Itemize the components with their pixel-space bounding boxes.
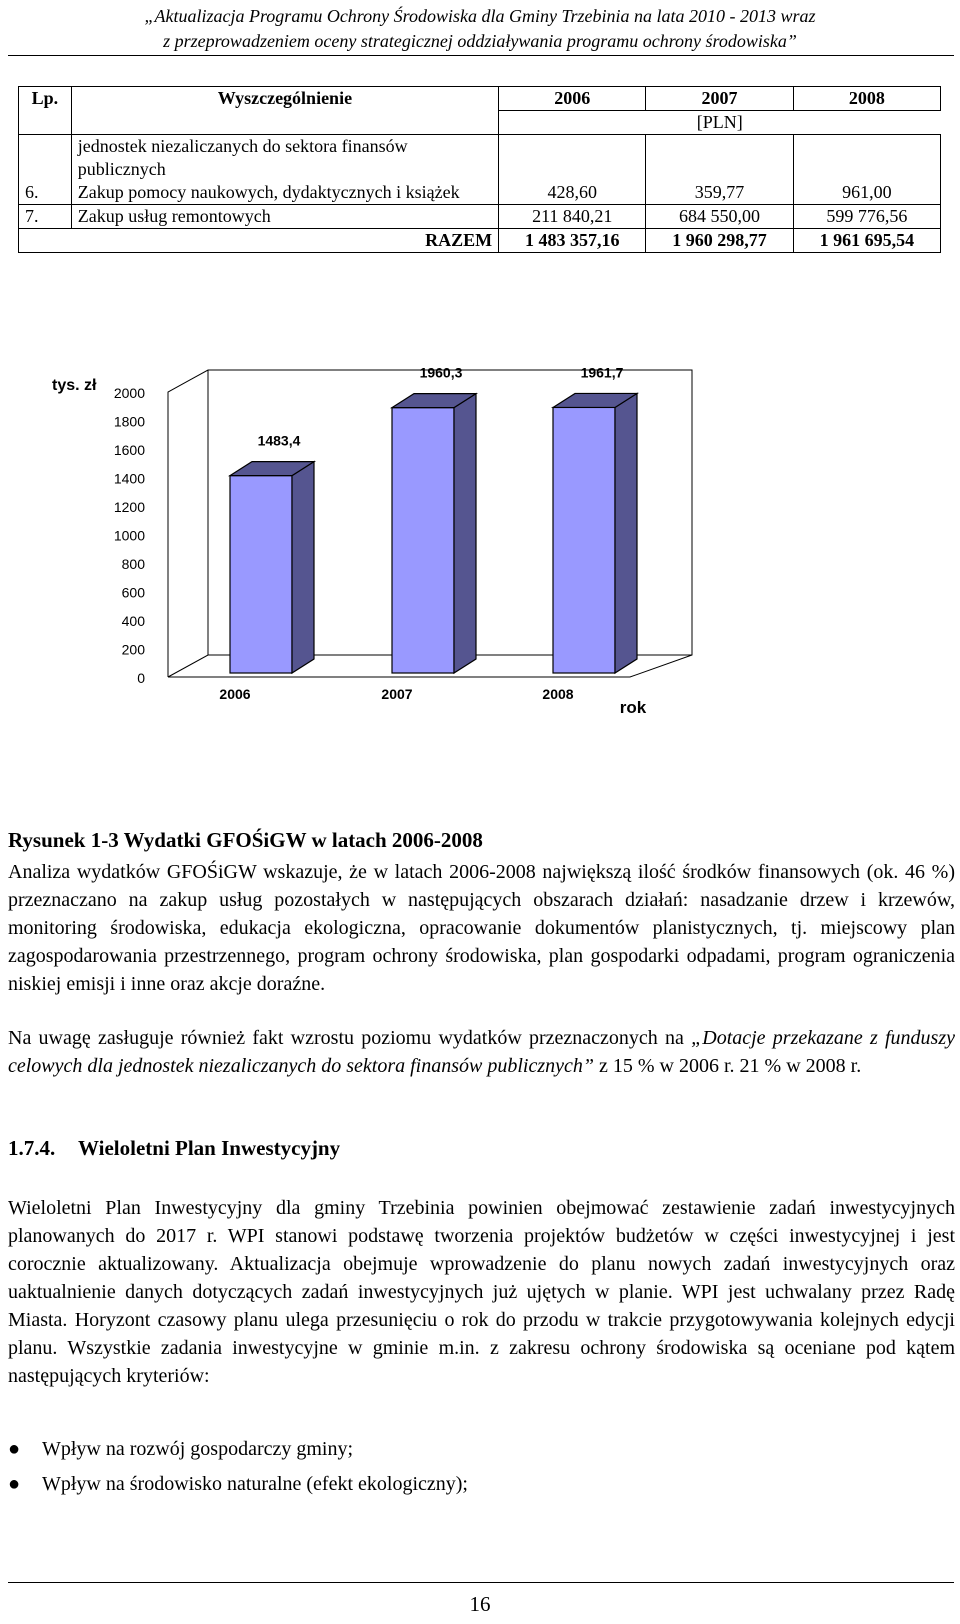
list-item-text: Wpływ na środowisko naturalne (efekt ekologiczny); xyxy=(42,1473,468,1495)
y-axis-label: tys. zł xyxy=(52,377,97,394)
section-title: Wieloletni Plan Inwestycyjny xyxy=(78,1136,341,1160)
bullet-icon: ● xyxy=(8,1438,21,1460)
y-tick-label: 600 xyxy=(121,584,145,601)
document-header xyxy=(0,4,960,54)
row-description: Zakup pomocy naukowych, dydaktycznych i książek xyxy=(71,181,498,205)
header-divider xyxy=(8,55,954,56)
table-row xyxy=(19,181,941,205)
row-lp: 7. xyxy=(19,205,72,229)
bar-value-label: 1483,4 xyxy=(257,432,301,449)
y-tick-label: 1400 xyxy=(113,470,145,487)
y-tick-label: 1000 xyxy=(113,527,145,544)
row-value-2008: 961,00 xyxy=(793,181,940,205)
list-item xyxy=(8,1432,468,1467)
grants-quoted-title: „Dotacje przekazane z funduszy celowych dla jednostek niezaliczanych do sektora finansów publicznych” xyxy=(8,1027,956,1077)
continued-description: jednostek niezaliczanych do sektora finansów publicznych xyxy=(71,135,498,182)
x-tick-label: 2007 xyxy=(381,686,413,702)
row-value-2006: 211 840,21 xyxy=(499,205,646,229)
header-2007: 2007 xyxy=(646,87,793,111)
table-row xyxy=(19,205,941,229)
grants-paragraph xyxy=(8,1024,955,1080)
row-value-2007: 684 550,00 xyxy=(646,205,793,229)
criteria-list xyxy=(8,1432,468,1502)
figure-caption: Rysunek 1-3 Wydatki GFOŚiGW w latach 2006-2008 xyxy=(8,828,483,852)
section-heading xyxy=(8,1136,340,1161)
grants-text-start: Na uwagę zasługuje również fakt wzrostu poziomu wydatków przeznaczonych na xyxy=(8,1027,692,1049)
x-tick-label: 2006 xyxy=(219,686,251,702)
list-item-text: Wpływ na rozwój gospodarczy gminy; xyxy=(42,1438,354,1460)
header-2006: 2006 xyxy=(499,87,646,111)
y-tick-label: 1600 xyxy=(113,442,145,458)
row-description: Zakup usług remontowych xyxy=(71,205,498,229)
row-lp: 6. xyxy=(19,181,72,205)
header-lp: Lp. xyxy=(19,87,72,111)
expenses-bar-chart xyxy=(0,350,720,750)
row-value-2007: 359,77 xyxy=(646,181,793,205)
y-tick-label: 200 xyxy=(121,641,145,658)
table-row-continuation xyxy=(19,135,941,182)
y-tick-label: 1800 xyxy=(113,413,145,430)
bullet-icon: ● xyxy=(8,1473,21,1495)
bar-front xyxy=(553,407,615,673)
table-unit-row xyxy=(19,111,941,135)
header-2008: 2008 xyxy=(793,87,940,111)
wpi-paragraph: Wieloletni Plan Inwestycyjny dla gminy Trzebinia powinien obejmować zestawienie zadań inwestycyjnych planowanych do 2017 r. WPI stanowi podstawę tworzenia projektów budżetów w części inwestycyjnej i jest corocznie aktualizowany. Aktualizacja obejmuje wprowadzenie do planu nowych zadań inwestycyjnych oraz uaktualnienie danych dotyczących zadań inwestycyjnych już ujętych w planie. WPI jest uchwalany przez Radę Miasta. Horyzont czasowy planu ulega przesunięciu o rok do przodu w trakcie przygotowywania kolejnych edycji planu. Wszystkie zadania inwestycyjne w gminie m.in. z zakresu ochrony środowiska są oceniane pod kątem następujących kryteriów: xyxy=(8,1197,955,1387)
y-tick-label: 400 xyxy=(121,613,145,629)
footer-divider xyxy=(8,1582,954,1583)
bar-value-label: 1960,3 xyxy=(419,364,463,381)
expenses-table xyxy=(18,86,941,253)
section-number: 1.7.4. xyxy=(8,1136,56,1160)
row-value-2008: 599 776,56 xyxy=(793,205,940,229)
x-axis-label: rok xyxy=(619,698,647,717)
total-label: RAZEM xyxy=(19,229,499,253)
y-tick-label: 1200 xyxy=(113,499,145,515)
bar-side xyxy=(615,393,637,673)
header-description: Wyszczególnienie xyxy=(71,87,498,111)
bar-front xyxy=(230,476,292,673)
header-line-2: z przeprowadzeniem oceny strategicznej oddziaływania programu ochrony środowiska” xyxy=(163,31,797,51)
total-2008: 1 961 695,54 xyxy=(793,229,940,253)
analysis-paragraph: Analiza wydatków GFOŚiGW wskazuje, że w latach 2006-2008 największą ilość środków finansowych (ok. 46 %) przeznaczano na zakup usług pozostałych w następujących obszarach działań: nasadzanie drzew i krzewów, monitoring środowiska, edukacja ekologiczna, opracowanie dokumentów planistycznych, tj. miejscowy plan zagospodarowania przestrzennego, program ochrony środowiska, plan gospodarki odpadami, program ograniczenia niskiej emisji i inne oraz akcje doraźne. xyxy=(8,861,955,995)
unit-empty-desc xyxy=(71,111,498,135)
y-tick-label: 2000 xyxy=(113,385,145,401)
bar-front xyxy=(392,408,454,673)
page-number: 16 xyxy=(469,1592,491,1616)
bar-value-label: 1961,7 xyxy=(580,364,624,381)
y-tick-label: 800 xyxy=(121,556,145,572)
grants-text-end: z 15 % w 2006 r. 21 % w 2008 r. xyxy=(594,1055,862,1077)
x-tick-label: 2008 xyxy=(542,686,574,702)
unit-label: [PLN] xyxy=(499,111,941,135)
y-tick-label: 0 xyxy=(137,670,145,686)
header-line-1: „Aktualizacja Programu Ochrony Środowiska dla Gminy Trzebinia na lata 2010 - 2013 wraz xyxy=(144,6,816,26)
list-item xyxy=(8,1467,468,1502)
bar-side xyxy=(292,462,314,673)
total-2007: 1 960 298,77 xyxy=(646,229,793,253)
bar-side xyxy=(454,394,476,673)
row-value-2006: 428,60 xyxy=(499,181,646,205)
unit-empty-lp xyxy=(19,111,72,135)
table-total-row xyxy=(19,229,941,253)
total-2006: 1 483 357,16 xyxy=(499,229,646,253)
table-header-row xyxy=(19,87,941,111)
